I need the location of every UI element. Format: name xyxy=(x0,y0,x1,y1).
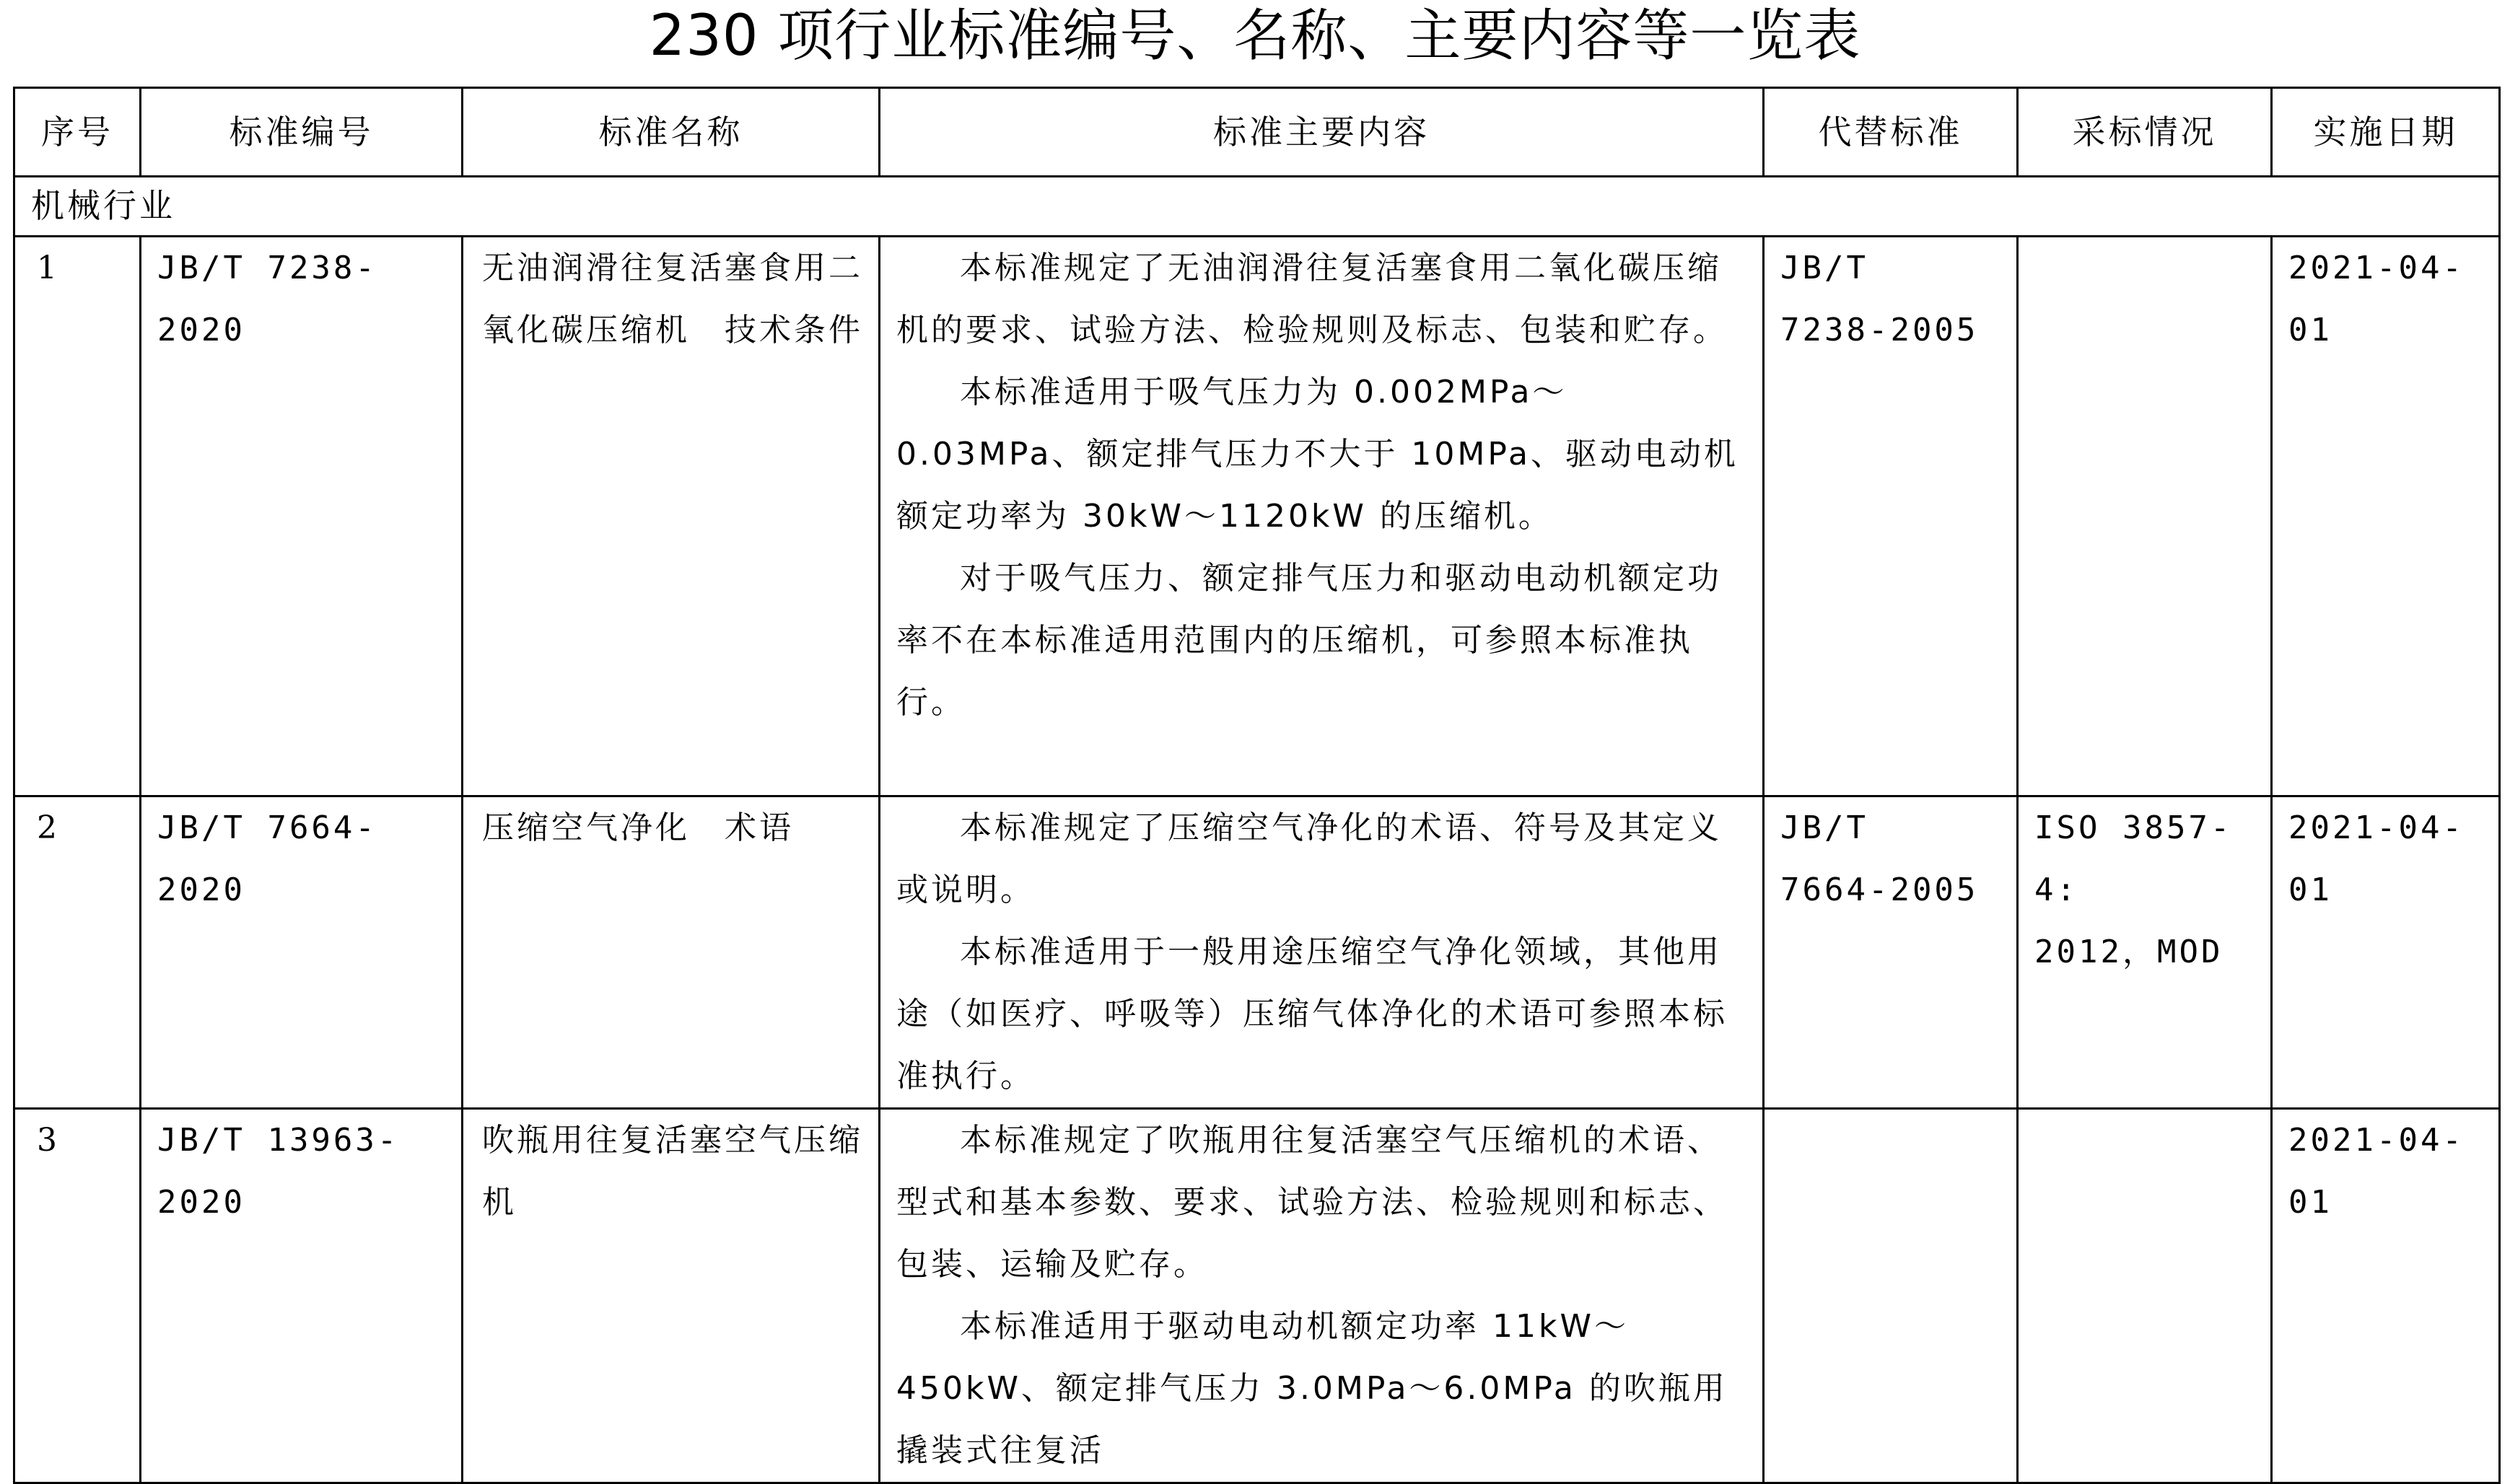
page-title: 230 项行业标准编号、名称、主要内容等一览表 xyxy=(649,4,1861,69)
adoption-status xyxy=(2018,237,2272,796)
adoption-status-line: 2012，MOD xyxy=(2034,934,2223,970)
section-label: 机械行业 xyxy=(14,177,2500,237)
table-row xyxy=(14,1109,2500,1483)
adoption-status-line: ISO 3857-4: xyxy=(2034,809,2233,908)
row-number: 3 xyxy=(14,1109,141,1483)
replaced-standard xyxy=(1764,796,2018,1109)
row-number: 2 xyxy=(14,796,141,1109)
header-cell-date: 实施日期 xyxy=(2272,88,2500,177)
header-cell-name: 标准名称 xyxy=(463,88,880,177)
header-cell-content: 标准主要内容 xyxy=(880,88,1764,177)
standard-code: JB/T 7238-2020 xyxy=(141,237,463,796)
replaced-standard-line: JB/T xyxy=(1780,809,1868,846)
standards-table xyxy=(13,87,2501,1484)
header-cell-code: 标准编号 xyxy=(141,88,463,177)
standard-content xyxy=(880,1109,1764,1483)
implementation-date: 2021-04-01 xyxy=(2272,1109,2500,1483)
header-cell-replace: 代替标准 xyxy=(1764,88,2018,177)
standard-content xyxy=(880,796,1764,1109)
content-paragraph: 本标准适用于驱动电动机额定功率 11kW～450kW、额定排气压力 3.0MPa～6.0MPa 的吹瓶用撬装式往复活 xyxy=(896,1308,1728,1469)
replaced-standard xyxy=(1764,237,2018,796)
standard-content xyxy=(880,237,1764,796)
content-paragraph: 本标准规定了无油润滑往复活塞食用二氧化碳压缩机的要求、试验方法、检验规则及标志、包装和贮存。 xyxy=(896,250,1728,348)
implementation-date: 2021-04-01 xyxy=(2272,237,2500,796)
replaced-standard xyxy=(1764,1109,2018,1483)
standard-code: JB/T 13963-2020 xyxy=(141,1109,463,1483)
content-paragraph: 本标准规定了压缩空气净化的术语、符号及其定义或说明。 xyxy=(896,809,1722,908)
section-row xyxy=(14,177,2500,237)
adoption-status xyxy=(2018,796,2272,1109)
replaced-standard-line: 7664-2005 xyxy=(1780,871,1979,908)
implementation-date: 2021-04-01 xyxy=(2272,796,2500,1109)
standard-name: 无油润滑往复活塞食用二氧化碳压缩机 技术条件 xyxy=(463,237,880,796)
standard-code: JB/T 7664-2020 xyxy=(141,796,463,1109)
content-paragraph: 对于吸气压力、额定排气压力和驱动电动机额定功率不在本标准适用范围内的压缩机，可参照本标准执行。 xyxy=(896,560,1722,721)
row-number: 1 xyxy=(14,237,141,796)
standard-name: 吹瓶用往复活塞空气压缩机 xyxy=(463,1109,880,1483)
replaced-standard-line: 7238-2005 xyxy=(1780,312,1979,348)
standard-name: 压缩空气净化 术语 xyxy=(463,796,880,1109)
table-row xyxy=(14,796,2500,1109)
content-paragraph: 本标准适用于一般用途压缩空气净化领域，其他用途（如医疗、呼吸等）压缩气体净化的术语可参照本标准执行。 xyxy=(896,934,1728,1094)
content-paragraph: 本标准适用于吸气压力为 0.002MPa～0.03MPa、额定排气压力不大于 10MPa、驱动电动机额定功率为 30kW～1120kW 的压缩机。 xyxy=(896,374,1739,535)
replaced-standard-line: JB/T xyxy=(1780,250,1868,286)
content-paragraph: 本标准规定了吹瓶用往复活塞空气压缩机的术语、型式和基本参数、要求、试验方法、检验规则和标志、包装、运输及贮存。 xyxy=(896,1122,1728,1283)
header-cell-adopt: 采标情况 xyxy=(2018,88,2272,177)
header-cell-num: 序号 xyxy=(14,88,141,177)
table-row xyxy=(14,237,2500,796)
adoption-status xyxy=(2018,1109,2272,1483)
header-row xyxy=(14,88,2500,177)
